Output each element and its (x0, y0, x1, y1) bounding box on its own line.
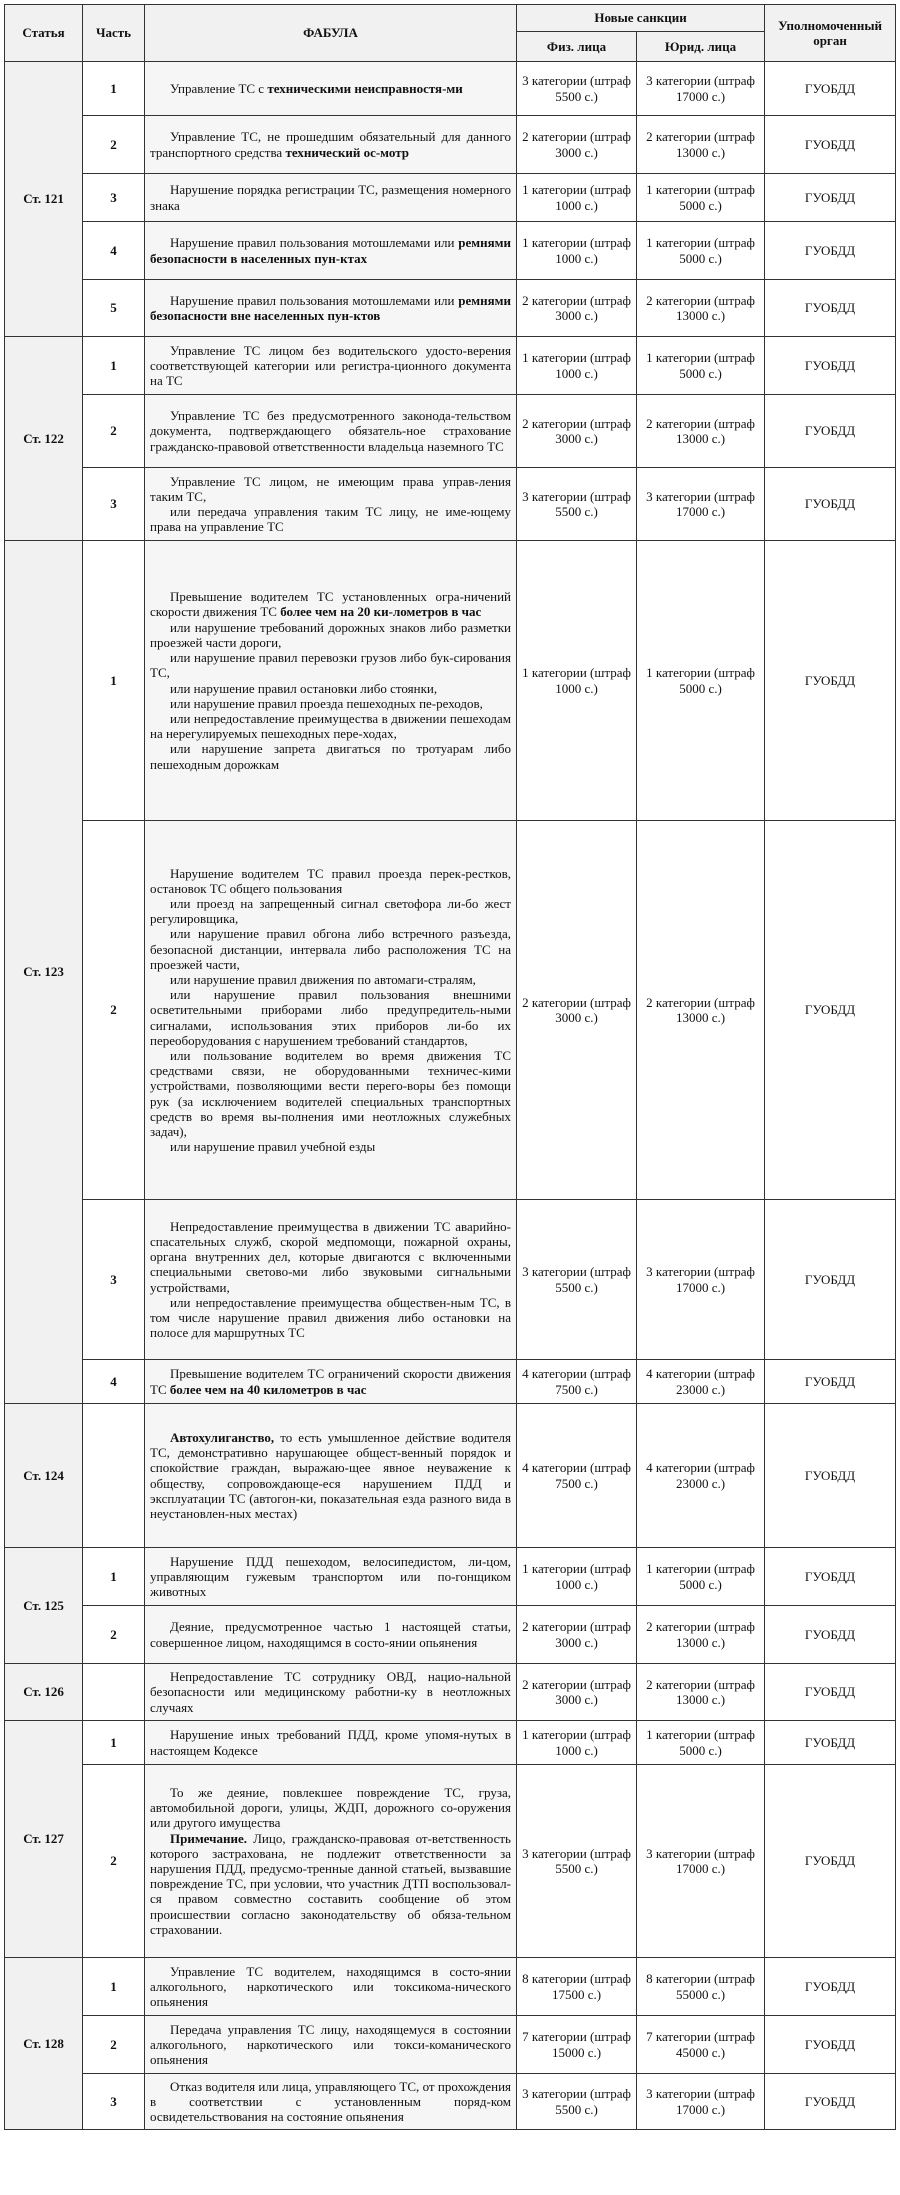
fable-cell: Нарушение правил пользования мотошлемами или ремнями безопасности в населенных пун-ктах (145, 222, 517, 280)
authority-cell: ГУОБДД (765, 1200, 896, 1360)
part-cell: 3 (83, 2074, 145, 2130)
fable-cell: Управление ТС, не прошедшим обязательный для данного транспортного средства технический ос-мотр (145, 116, 517, 174)
phys-sanction: 2 категории (штраф 3000 с.) (517, 1606, 637, 1664)
authority-cell: ГУОБДД (765, 821, 896, 1200)
article-cell: Ст. 122 (5, 337, 83, 541)
jur-sanction: 2 категории (штраф 13000 с.) (637, 821, 765, 1200)
fable-cell: Непредоставление преимущества в движении ТС аварийно-спасательных служб, скорой медпомощи, пожарной охраны, органа внутренних дел, которые двигаются с включенными специальными светово-ми либо звуковыми сигнальными устройствами, или непредоставление преимущества обществен-ным ТС, в том числе нарушение правил движения либо остановки на полосе для маршрутных ТС (145, 1200, 517, 1360)
phys-sanction: 3 категории (штраф 5500 с.) (517, 1765, 637, 1958)
jur-sanction: 3 категории (штраф 17000 с.) (637, 62, 765, 116)
part-cell: 3 (83, 468, 145, 541)
jur-sanction: 2 категории (штраф 13000 с.) (637, 1664, 765, 1721)
header-authority: Уполномоченный орган (765, 5, 896, 62)
part-cell: 5 (83, 280, 145, 337)
authority-cell: ГУОБДД (765, 395, 896, 468)
table-row (5, 1664, 896, 1721)
authority-cell: ГУОБДД (765, 1721, 896, 1765)
phys-sanction: 1 категории (штраф 1000 с.) (517, 222, 637, 280)
table-row (5, 174, 896, 222)
table-row (5, 222, 896, 280)
authority-cell: ГУОБДД (765, 337, 896, 395)
jur-sanction: 1 категории (штраф 5000 с.) (637, 174, 765, 222)
table-row (5, 2016, 896, 2074)
jur-sanction: 8 категории (штраф 55000 с.) (637, 1958, 765, 2016)
part-cell: 4 (83, 1360, 145, 1404)
phys-sanction: 1 категории (штраф 1000 с.) (517, 174, 637, 222)
part-cell: 2 (83, 1606, 145, 1664)
article-cell: Ст. 124 (5, 1404, 83, 1548)
article-cell: Ст. 121 (5, 62, 83, 337)
part-cell: 1 (83, 1721, 145, 1765)
article-cell: Ст. 125 (5, 1548, 83, 1664)
authority-cell: ГУОБДД (765, 468, 896, 541)
part-cell: 1 (83, 1548, 145, 1606)
fable-cell: Превышение водителем ТС ограничений скорости движения ТС более чем на 40 километров в час (145, 1360, 517, 1404)
authority-cell: ГУОБДД (765, 116, 896, 174)
table-row (5, 541, 896, 821)
article-cell: Ст. 123 (5, 541, 83, 1404)
article-cell: Ст. 128 (5, 1958, 83, 2130)
fable-cell: Передача управления ТС лицу, находящемуся в состоянии алкогольного, наркотического или токси-команического опьянения (145, 2016, 517, 2074)
jur-sanction: 1 категории (штраф 5000 с.) (637, 541, 765, 821)
table-row (5, 280, 896, 337)
jur-sanction: 2 категории (штраф 13000 с.) (637, 1606, 765, 1664)
table-row (5, 1200, 896, 1360)
table-row (5, 468, 896, 541)
jur-sanction: 1 категории (штраф 5000 с.) (637, 337, 765, 395)
part-cell (83, 1664, 145, 1721)
fable-cell: Непредоставление ТС сотруднику ОВД, нацио-нальной безопасности или медицинскому работни-ку в неотложных случаях (145, 1664, 517, 1721)
phys-sanction: 8 категории (штраф 17500 с.) (517, 1958, 637, 2016)
jur-sanction: 3 категории (штраф 17000 с.) (637, 1200, 765, 1360)
jur-sanction: 1 категории (штраф 5000 с.) (637, 222, 765, 280)
phys-sanction: 4 категории (штраф 7500 с.) (517, 1360, 637, 1404)
table-row (5, 337, 896, 395)
phys-sanction: 2 категории (штраф 3000 с.) (517, 116, 637, 174)
header-phys: Физ. лица (517, 32, 637, 62)
table-row (5, 821, 896, 1200)
sanctions-table (4, 4, 896, 2130)
part-cell: 2 (83, 1765, 145, 1958)
part-cell: 1 (83, 1958, 145, 2016)
table-row (5, 1606, 896, 1664)
jur-sanction: 2 категории (штраф 13000 с.) (637, 395, 765, 468)
part-cell: 2 (83, 395, 145, 468)
fable-cell: Управление ТС без предусмотренного законода-тельством документа, подтверждающего обязатель-ное страхование гражданско-правовой ответственности владельца наземного ТС (145, 395, 517, 468)
jur-sanction: 4 категории (штраф 23000 с.) (637, 1360, 765, 1404)
fable-cell: То же деяние, повлекшее повреждение ТС, груза, автомобильной дороги, улицы, ЖДП, дорожного со-оружения или другого имущества Примечание. Лицо, гражданско-правовая от-ветственность которого застрахована, не подлежит ответственности за нарушения ПДД, предусмо-тренные данной статьей, вызвавшие повреждение ТС, при условии, что участник ДТП воспользовал-ся правом совместно составить сообщение об этом происшествии согласно законодательству об обяза-тельном страховании. (145, 1765, 517, 1958)
phys-sanction: 1 категории (штраф 1000 с.) (517, 1721, 637, 1765)
header-plot: ФАБУЛА (145, 5, 517, 62)
jur-sanction: 4 категории (штраф 23000 с.) (637, 1404, 765, 1548)
phys-sanction: 3 категории (штраф 5500 с.) (517, 1200, 637, 1360)
header-part: Часть (83, 5, 145, 62)
part-cell: 1 (83, 62, 145, 116)
authority-cell: ГУОБДД (765, 1664, 896, 1721)
authority-cell: ГУОБДД (765, 174, 896, 222)
authority-cell: ГУОБДД (765, 2016, 896, 2074)
fable-cell: Нарушение водителем ТС правил проезда перек-рестков, остановок ТС общего пользования или проезд на запрещенный сигнал светофора ли-бо жест регулировщика, или нарушение правил обгона либо встречного разъезда, безопасной дистанции, интервала либо расположения ТС на проезжей части, или нарушение правил движения по автомаги-стралям, или нарушение правил пользования внешними осветительными приборами либо предупредитель-ными сигналами, использования этих приборов ли-бо их переоборудования с нарушением требований стандартов, или пользование водителем во время движения ТС средствами связи, не оборудованными техничес-кими устройствами, позволяющими вести перего-воры без помощи рук (за исключением водителей специальных транспортных средств во время вы-полнения ими неотложных служебных задач), или нарушение правил учебной езды (145, 821, 517, 1200)
part-cell: 2 (83, 821, 145, 1200)
table-row (5, 1404, 896, 1548)
phys-sanction: 1 категории (штраф 1000 с.) (517, 541, 637, 821)
authority-cell: ГУОБДД (765, 1404, 896, 1548)
phys-sanction: 3 категории (штраф 5500 с.) (517, 468, 637, 541)
phys-sanction: 4 категории (штраф 7500 с.) (517, 1404, 637, 1548)
header-sanctions: Новые санкции (517, 5, 765, 32)
part-cell: 1 (83, 337, 145, 395)
phys-sanction: 2 категории (штраф 3000 с.) (517, 280, 637, 337)
fable-cell: Управление ТС водителем, находящимся в состо-янии алкогольного, наркотического или токсикома-нического опьянения (145, 1958, 517, 2016)
table-row (5, 1548, 896, 1606)
jur-sanction: 1 категории (штраф 5000 с.) (637, 1548, 765, 1606)
authority-cell: ГУОБДД (765, 1958, 896, 2016)
fable-cell: Управление ТС лицом без водительского удосто-верения соответствующей категории или регистра-ционного документа на ТС (145, 337, 517, 395)
fable-cell: Нарушение иных требований ПДД, кроме упомя-нутых в настоящем Кодексе (145, 1721, 517, 1765)
fable-cell: Нарушение правил пользования мотошлемами или ремнями безопасности вне населенных пун-ктов (145, 280, 517, 337)
table-row (5, 1360, 896, 1404)
table-row (5, 1721, 896, 1765)
authority-cell: ГУОБДД (765, 62, 896, 116)
table-row (5, 1958, 896, 2016)
fable-cell: Управление ТС лицом, не имеющим права управ-ления таким ТС, или передача управления таким ТС лицу, не име-ющему права на управление ТС (145, 468, 517, 541)
header-article: Статья (5, 5, 83, 62)
fable-cell: Превышение водителем ТС установленных огра-ничений скорости движения ТС более чем на 20 ки-лометров в час или нарушение требований дорожных знаков либо разметки проезжей части дороги, или нарушение правил перевозки грузов либо бук-сирования ТС, или нарушение правил остановки либо стоянки, или нарушение правил проезда пешеходных пе-реходов, или непредоставление преимущества в движении пешеходам на нерегулируемых пешеходных пере-ходах, или нарушение запрета двигаться по тротуарам либо пешеходным дорожкам (145, 541, 517, 821)
authority-cell: ГУОБДД (765, 2074, 896, 2130)
jur-sanction: 2 категории (штраф 13000 с.) (637, 280, 765, 337)
jur-sanction: 3 категории (штраф 17000 с.) (637, 2074, 765, 2130)
fable-cell: Отказ водителя или лица, управляющего ТС, от прохождения в соответствии с установленным поряд-ком освидетельствования на состояние опьянения (145, 2074, 517, 2130)
part-cell: 3 (83, 174, 145, 222)
fable-cell: Управление ТС с техническими неисправностя-ми (145, 62, 517, 116)
table-row (5, 1765, 896, 1958)
jur-sanction: 2 категории (штраф 13000 с.) (637, 116, 765, 174)
phys-sanction: 1 категории (штраф 1000 с.) (517, 337, 637, 395)
part-cell: 1 (83, 541, 145, 821)
article-cell: Ст. 126 (5, 1664, 83, 1721)
table-row (5, 116, 896, 174)
article-cell: Ст. 127 (5, 1721, 83, 1958)
fable-cell: Нарушение ПДД пешеходом, велосипедистом, ли-цом, управляющим гужевым транспортом или по-гонщиком животных (145, 1548, 517, 1606)
table-row (5, 2074, 896, 2130)
jur-sanction: 3 категории (штраф 17000 с.) (637, 1765, 765, 1958)
authority-cell: ГУОБДД (765, 541, 896, 821)
jur-sanction: 1 категории (штраф 5000 с.) (637, 1721, 765, 1765)
authority-cell: ГУОБДД (765, 222, 896, 280)
part-cell: 4 (83, 222, 145, 280)
header-jur: Юрид. лица (637, 32, 765, 62)
jur-sanction: 7 категории (штраф 45000 с.) (637, 2016, 765, 2074)
phys-sanction: 2 категории (штраф 3000 с.) (517, 821, 637, 1200)
part-cell: 3 (83, 1200, 145, 1360)
part-cell: 2 (83, 116, 145, 174)
part-cell (83, 1404, 145, 1548)
fable-cell: Автохулиганство, то есть умышленное действие водителя ТС, демонстративно нарушающее общест-венный порядок и спокойствие граждан, выражаю-щее явное неуважение к обществу, сопровождающе-еся нарушением ПДД и эксплуатации ТС (автогон-ки, показательная езда разного вида в неустановлен-ных местах) (145, 1404, 517, 1548)
table-row (5, 395, 896, 468)
jur-sanction: 3 категории (штраф 17000 с.) (637, 468, 765, 541)
table-row (5, 62, 896, 116)
authority-cell: ГУОБДД (765, 1548, 896, 1606)
fable-cell: Нарушение порядка регистрации ТС, размещения номерного знака (145, 174, 517, 222)
part-cell: 2 (83, 2016, 145, 2074)
phys-sanction: 2 категории (штраф 3000 с.) (517, 1664, 637, 1721)
authority-cell: ГУОБДД (765, 1360, 896, 1404)
phys-sanction: 3 категории (штраф 5500 с.) (517, 62, 637, 116)
fable-cell: Деяние, предусмотренное частью 1 настоящей статьи, совершенное лицом, находящимся в состо-янии опьянения (145, 1606, 517, 1664)
authority-cell: ГУОБДД (765, 280, 896, 337)
phys-sanction: 2 категории (штраф 3000 с.) (517, 395, 637, 468)
phys-sanction: 1 категории (штраф 1000 с.) (517, 1548, 637, 1606)
authority-cell: ГУОБДД (765, 1606, 896, 1664)
authority-cell: ГУОБДД (765, 1765, 896, 1958)
phys-sanction: 3 категории (штраф 5500 с.) (517, 2074, 637, 2130)
phys-sanction: 7 категории (штраф 15000 с.) (517, 2016, 637, 2074)
